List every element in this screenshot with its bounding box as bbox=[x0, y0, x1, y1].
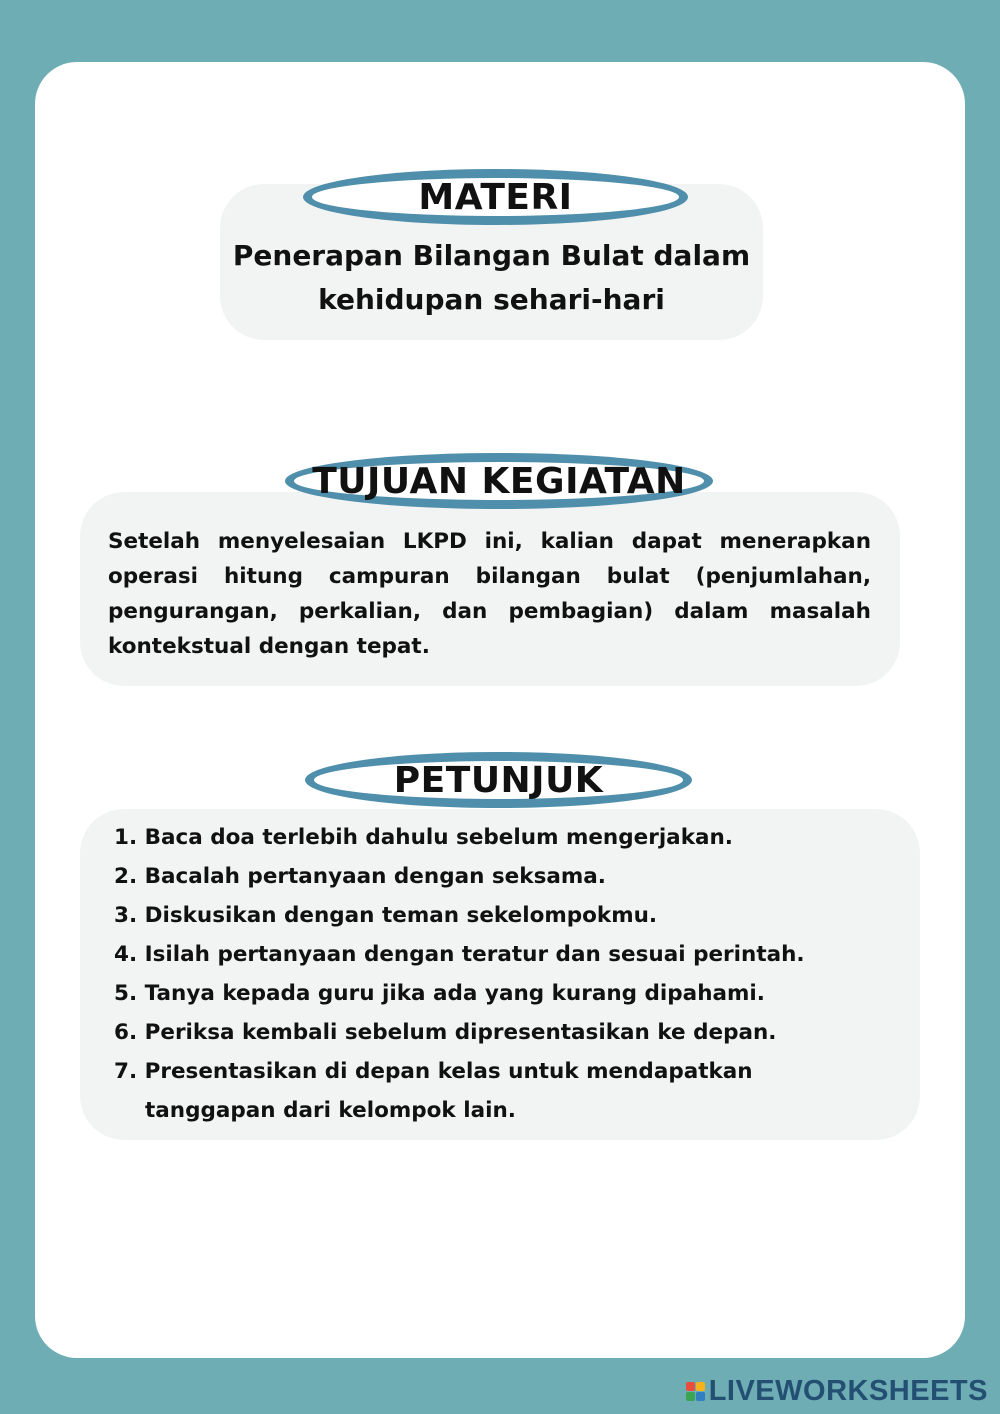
liveworksheets-logo-icon bbox=[686, 1382, 705, 1401]
petunjuk-list bbox=[114, 818, 884, 1130]
logo-square-icon bbox=[696, 1392, 705, 1401]
worksheet-card bbox=[35, 62, 965, 1358]
list-item bbox=[114, 857, 884, 896]
list-item bbox=[114, 818, 884, 857]
materi-subtitle-line1: Penerapan Bilangan Bulat dalam bbox=[232, 239, 751, 272]
logo-square-icon bbox=[686, 1392, 695, 1401]
logo-square-icon bbox=[696, 1382, 705, 1391]
list-item-text: 2. Bacalah pertanyaan dengan seksama. bbox=[114, 864, 606, 889]
materi-heading: MATERI bbox=[303, 169, 688, 225]
list-item-text: 7. Presentasikan di depan kelas untuk mendapatkan bbox=[114, 1059, 753, 1084]
list-item-text: 4. Isilah pertanyaan dengan teratur dan sesuai perintah. bbox=[114, 942, 805, 967]
list-item bbox=[114, 974, 884, 1013]
tujuan-text: Setelah menyelesaian LKPD ini, kalian dapat menerapkan operasi hitung campuran bilangan bulat (penjumlahan, pengurangan, perkalian, dan pembagian) dalam masalah kontekstual dengan tepat. bbox=[108, 529, 871, 659]
list-item-continuation: tanggapan dari kelompok lain. bbox=[145, 1098, 516, 1123]
petunjuk-heading: PETUNJUK bbox=[305, 752, 692, 808]
tujuan-heading: TUJUAN KEGIATAN bbox=[285, 453, 713, 509]
list-item-text: 1. Baca doa terlebih dahulu sebelum mengerjakan. bbox=[114, 825, 733, 850]
logo-square-icon bbox=[686, 1382, 695, 1391]
list-item-text: 3. Diskusikan dengan teman sekelompokmu. bbox=[114, 903, 658, 928]
materi-subtitle bbox=[220, 234, 763, 322]
liveworksheets-watermark[interactable] bbox=[686, 1375, 988, 1408]
list-item bbox=[114, 1013, 884, 1052]
materi-subtitle-line2: kehidupan sehari-hari bbox=[318, 283, 665, 316]
list-item bbox=[114, 1052, 884, 1130]
list-item-text: 6. Periksa kembali sebelum dipresentasikan ke depan. bbox=[114, 1020, 777, 1045]
list-item bbox=[114, 935, 884, 974]
list-item-text: 5. Tanya kepada guru jika ada yang kurang dipahami. bbox=[114, 981, 765, 1006]
list-item bbox=[114, 896, 884, 935]
watermark-text: LIVEWORKSHEETS bbox=[708, 1375, 988, 1407]
